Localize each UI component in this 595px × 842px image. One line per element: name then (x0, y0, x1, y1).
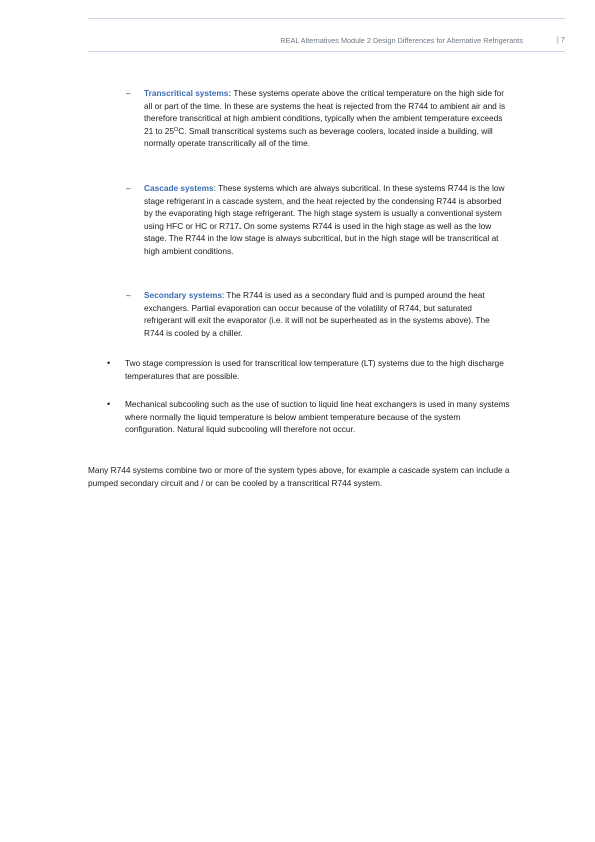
bullet-marker: • (107, 399, 111, 409)
dash-marker: – (126, 290, 131, 300)
item-text-cont: C. Small transcritical systems such as beverage coolers, located inside a building, will normally operate transcritically all of the time. (144, 125, 493, 149)
item-text-cont: On some systems R744 is used in the high stage as well as the low stage. The R744 in the low stage is always subcritical, but in the high stage will be transcritical at high ambient conditions. (144, 220, 499, 256)
closing-paragraph: Many R744 systems combine two or more of the system types above, for example a cascade system can include a pumped secondary circuit and / or can be cooled by a transcritical R744 system. (88, 465, 510, 488)
dash-marker: – (126, 88, 131, 98)
item-text: These systems operate above the critical temperature on the high side for all or part of the time. In these are systems the heat is rejected from the R744 to ambient air and is therefore transcritical at high ambient conditions, typically when the ambient temperature exceeds 21 to 25 (144, 88, 506, 136)
item-text: : The R744 is used as a secondary fluid and is pumped around the heat exchangers. Partial evaporation can occur because of the volatility of R744, but saturated refrigerant will exit the evaporator (i.e. it will not be superheated as in the systems above). The R744 is cooled by a chiller. (144, 290, 490, 338)
bullet-item-two-stage (107, 357, 511, 382)
item-text: : These systems which are always subcritical. In these systems R744 is the low stage refrigerant in a cascade system, and the heat rejected by the condensing R744 is absorbed by the evaporating high stage refrigerant. The high stage system is usually a conventional system using HFC or HC or R717 (144, 183, 505, 231)
superscript: O (174, 126, 179, 133)
header-title: REAL Alternatives Module 2 Design Differences for Alternative Refrigerants (280, 36, 523, 45)
bullet-text: Two stage compression is used for transcritical low temperature (LT) systems due to the high discharge temperatures that are possible. (125, 358, 504, 381)
list-item-transcritical (126, 87, 506, 150)
list-item-secondary (126, 289, 506, 339)
bullet-item-subcooling (107, 398, 511, 436)
bullet-marker: • (107, 358, 111, 368)
term-cascade: Cascade systems (144, 183, 214, 193)
bold-period: . (239, 220, 242, 231)
dash-marker: – (126, 183, 131, 193)
page-number: | 7 (556, 35, 565, 44)
page-header (88, 18, 565, 52)
term-secondary: Secondary systems (144, 290, 222, 300)
list-item-cascade (126, 182, 506, 257)
bullet-text: Mechanical subcooling such as the use of suction to liquid line heat exchangers is used in many systems where normally the liquid temperature is below ambient temperature because of the system configuration. Natural liquid subcooling will therefore not occur. (125, 399, 510, 435)
term-transcritical: Transcritical systems: (144, 88, 232, 98)
